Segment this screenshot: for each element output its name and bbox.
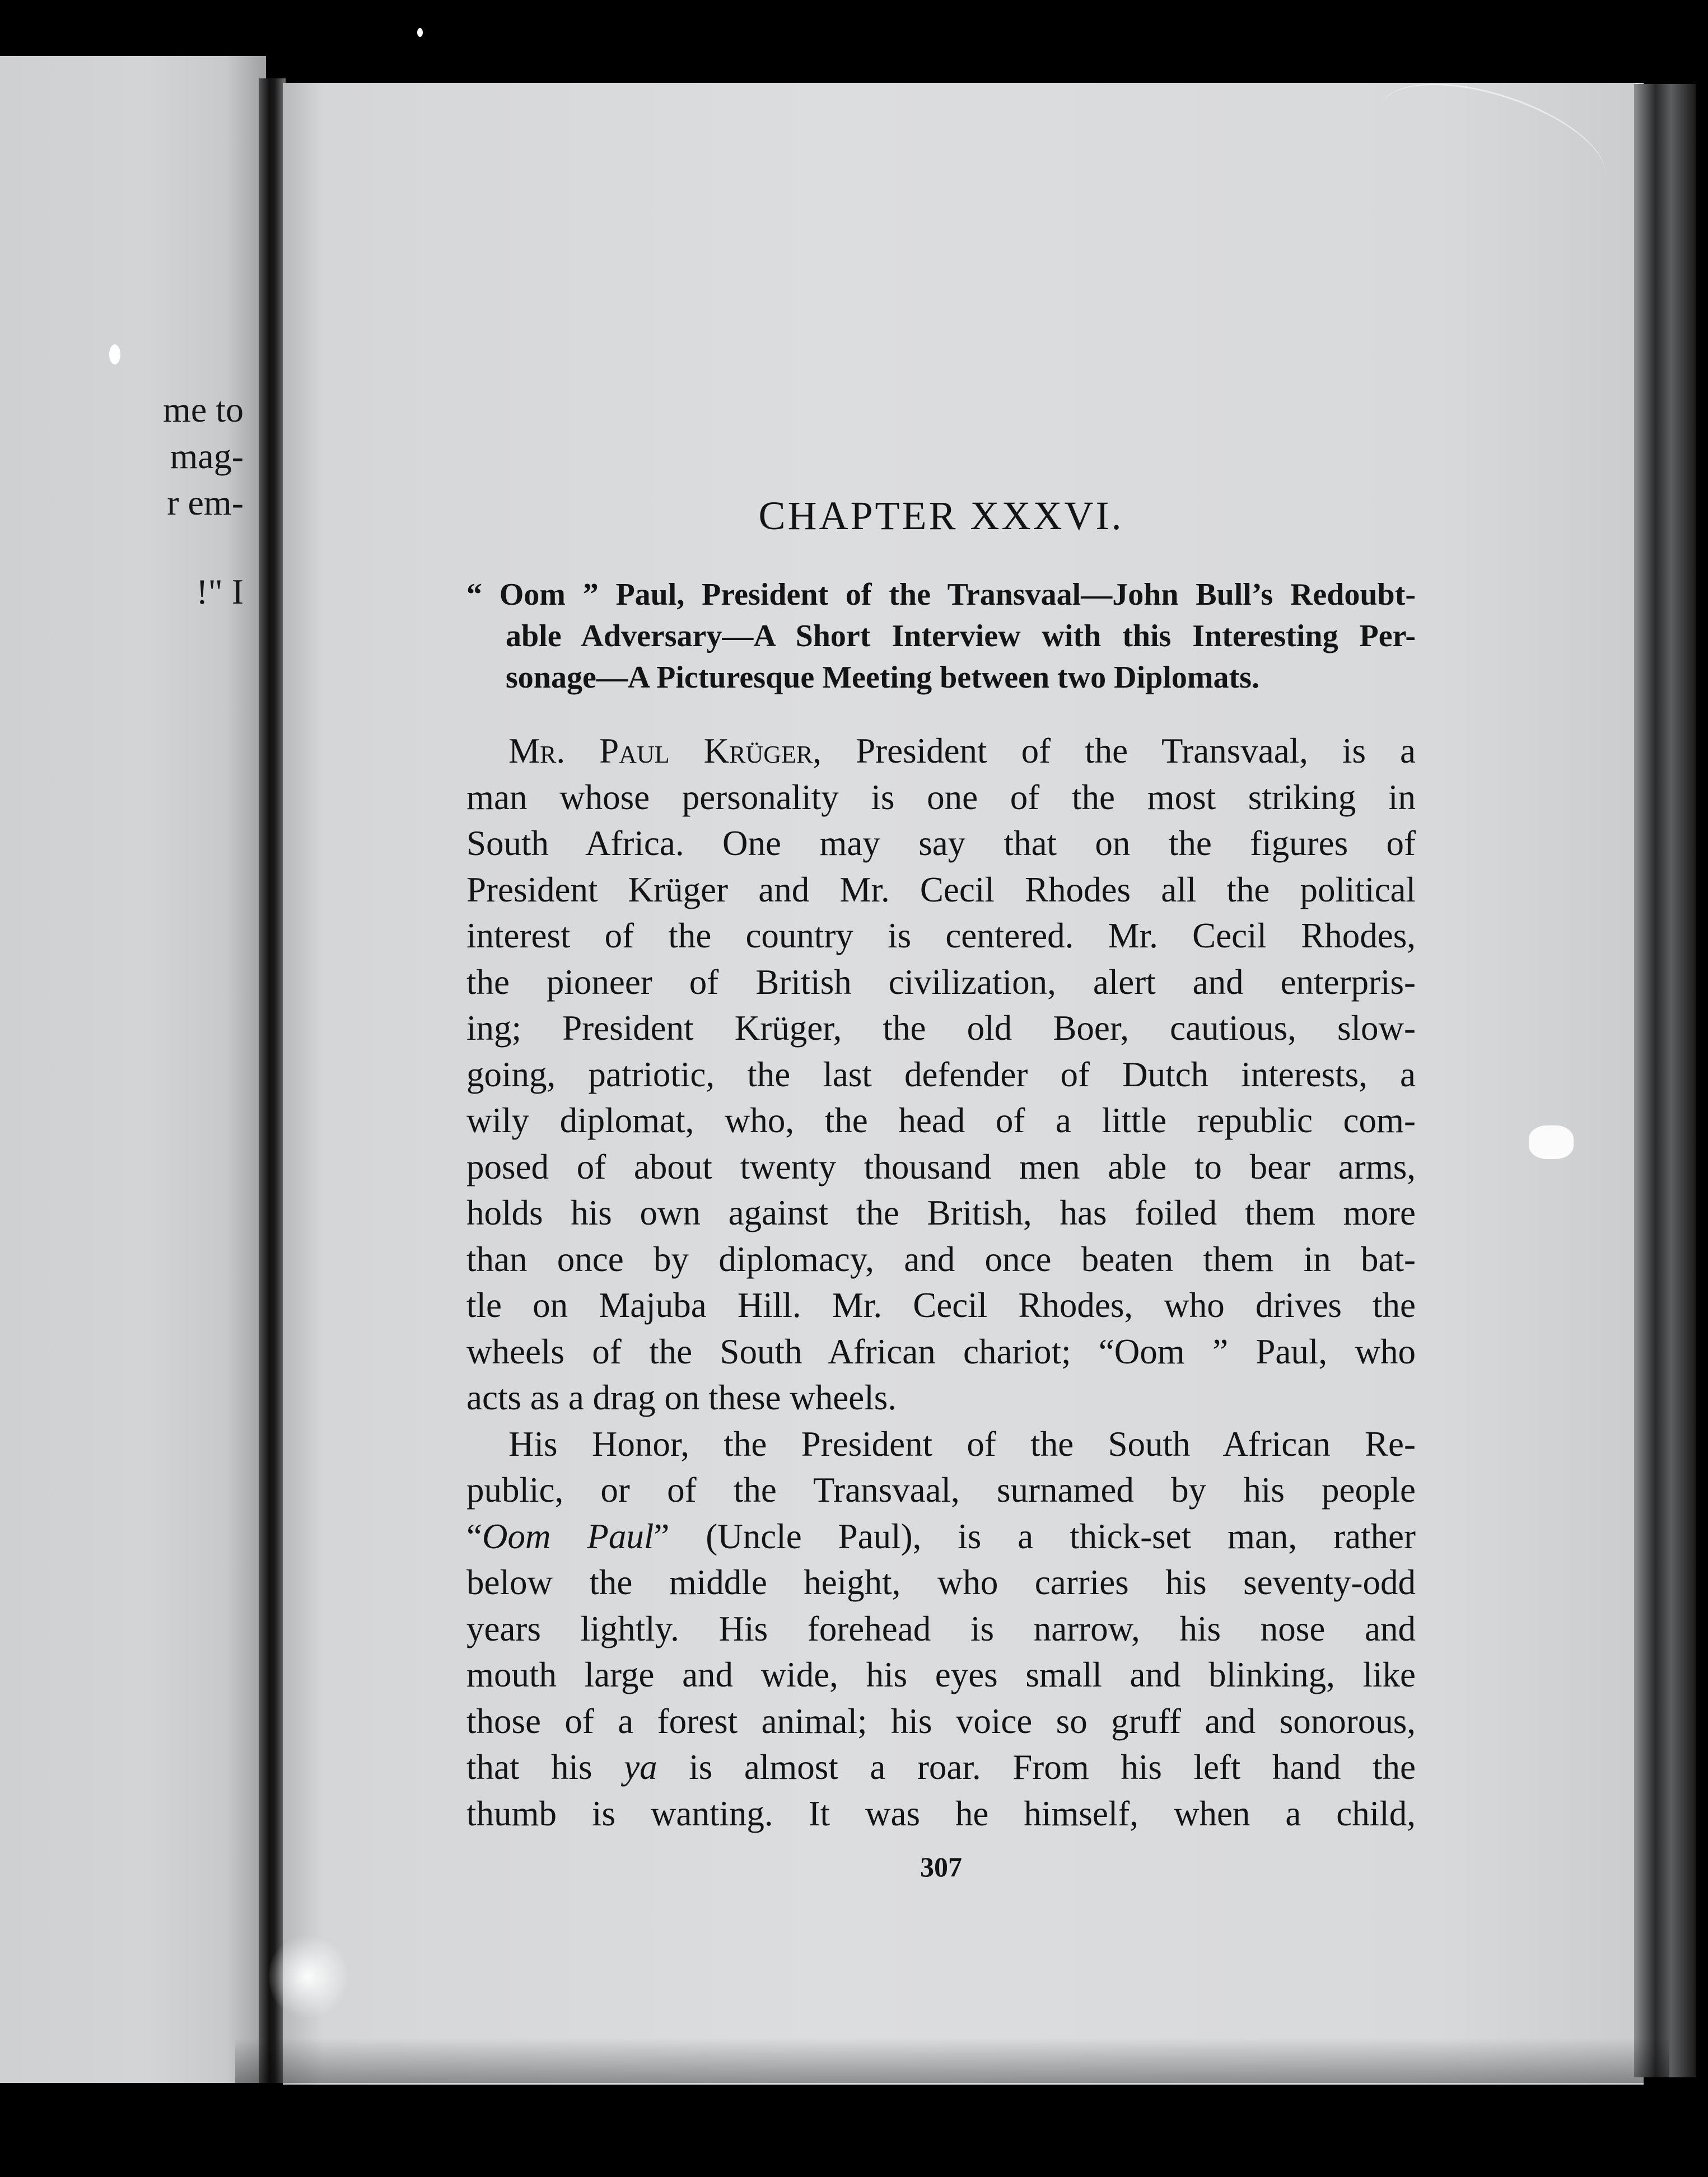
body-line: below the middle height, who carries his seventy-odd: [466, 1563, 1416, 1602]
film-speck: [1529, 1125, 1574, 1159]
body-line: [466, 1744, 1416, 1791]
body-line: the pioneer of British civilization, alert and enterpris-: [466, 962, 1416, 1002]
light-glare: [269, 1932, 347, 2021]
quote-open: “: [466, 1516, 482, 1556]
body-line: [466, 1513, 1416, 1560]
body-line: those of a forest animal; his voice so gruff and sonorous,: [466, 1701, 1416, 1741]
left-page-fragment: mag-: [170, 436, 244, 476]
body-line-text: ” (Uncle Paul), is a thick-set man, rather: [654, 1516, 1416, 1556]
summary-line: sonage—A Picturesque Meeting between two Diplomats.: [506, 660, 1259, 695]
body-text: [466, 728, 1416, 1837]
body-line: man whose personality is one of the most striking in: [466, 777, 1416, 817]
body-line: ing; President Krüger, the old Boer, cautious, slow-: [466, 1008, 1416, 1048]
page-bottom-shadow: [235, 2038, 1669, 2083]
page-number: 307: [920, 1851, 962, 1882]
body-line: wily diplomat, who, the head of a little republic com-: [466, 1101, 1416, 1140]
body-line: than once by diplomacy, and once beaten them in bat-: [466, 1239, 1416, 1279]
body-line: years lightly. His forehead is narrow, his nose and: [466, 1609, 1416, 1648]
body-line: interest of the country is centered. Mr. Cecil Rhodes,: [466, 916, 1416, 955]
left-page-fragment: !" I: [196, 572, 244, 611]
body-line: posed of about twenty thousand men able to bear arms,: [466, 1147, 1416, 1186]
body-line: tle on Majuba Hill. Mr. Cecil Rhodes, who drives the: [466, 1286, 1416, 1325]
body-line: wheels of the South African chariot; “Oom ” Paul, who: [466, 1332, 1416, 1371]
film-speck: [109, 344, 120, 365]
summary-line: “ Oom ” Paul, President of the Transvaal—John Bull’s Redoubt-: [466, 577, 1416, 612]
italic-oom-paul: Oom Paul: [482, 1516, 654, 1556]
left-page-fragment: me to: [163, 390, 244, 429]
body-line-text: is almost a roar. From his left hand the: [657, 1748, 1416, 1787]
film-speck: [417, 28, 423, 37]
summary-line: able Adversary—A Short Interview with this Interesting Per-: [506, 619, 1416, 653]
body-line: thumb is wanting. It was he himself, when a child,: [466, 1793, 1416, 1833]
body-line: acts as a drag on these wheels.: [466, 1378, 897, 1417]
chapter-summary: [466, 574, 1416, 698]
body-line-text: President of the Transvaal, is a: [822, 731, 1416, 770]
body-line: holds his own against the British, has foiled them more: [466, 1193, 1416, 1232]
italic-ya: ya: [624, 1748, 657, 1787]
body-line: going, patriotic, the last defender of Dutch interests, a: [466, 1054, 1416, 1094]
body-line: public, or of the Transvaal, surnamed by his people: [466, 1470, 1416, 1510]
body-line: [466, 728, 1416, 774]
body-line: South Africa. One may say that on the figures of: [466, 824, 1416, 863]
body-line-text: that his: [466, 1748, 624, 1787]
left-page-fragment: r em-: [167, 483, 244, 522]
left-page: [0, 56, 266, 2083]
body-line: President Krüger and Mr. Cecil Rhodes all the political: [466, 870, 1416, 909]
body-line: His Honor, the President of the South African Re-: [508, 1424, 1416, 1464]
lead-in-small-caps: Mr. Paul Krüger,: [508, 731, 822, 770]
body-line: mouth large and wide, his eyes small and blinking, like: [466, 1655, 1416, 1694]
page-edge: [1634, 84, 1696, 2077]
book-gutter: [259, 78, 286, 2083]
chapter-title: CHAPTER XXXVI.: [758, 493, 1124, 538]
